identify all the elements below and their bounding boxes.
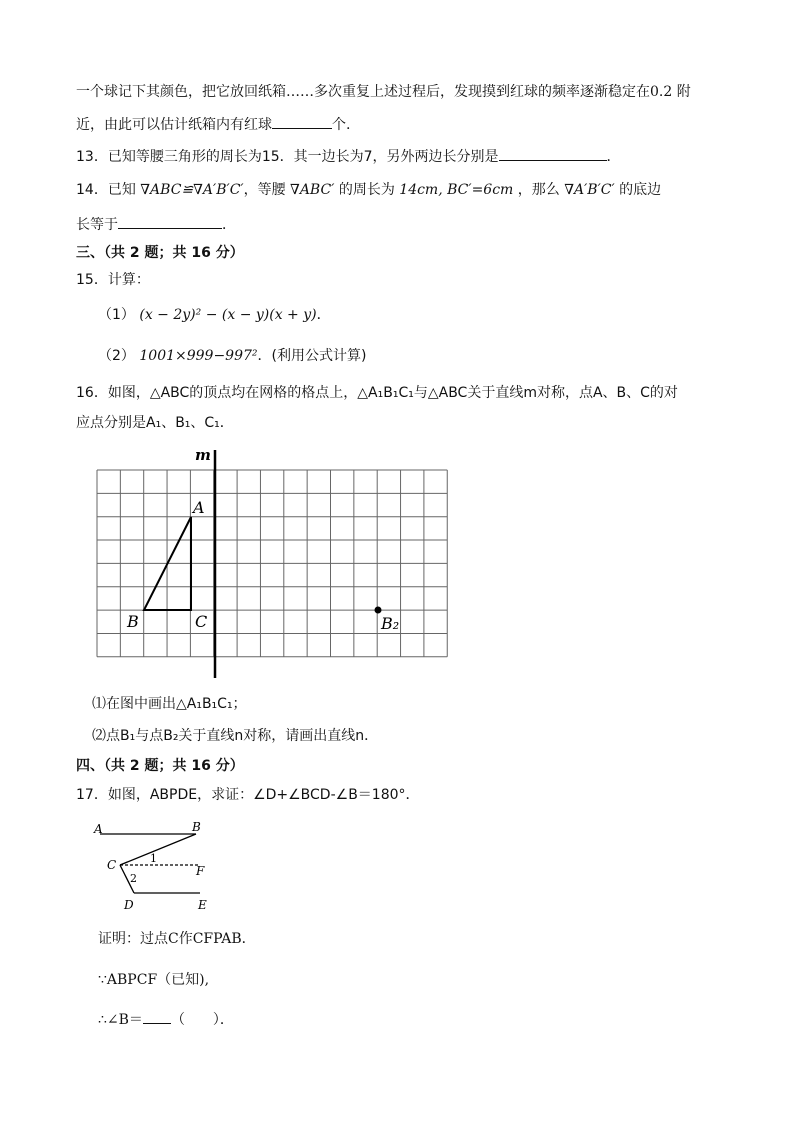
q17-proof-line1: 证明：过点C作CFPAB．	[98, 931, 256, 947]
q15-part2-expression: 1001×999−997²	[139, 348, 258, 364]
q14-line1	[76, 180, 661, 200]
q13-text: 13．已知等腰三角形的周长为15．其一边长为7，另外两边长分别是	[76, 149, 499, 165]
q14-congruence: ∇ABC≌∇A′B′C′	[140, 182, 244, 198]
angle-1-label: 1	[150, 852, 157, 865]
q14-text-c: 的周长为	[338, 182, 395, 198]
q14-text-d: ，那么	[517, 182, 560, 198]
q17-proof-line3-text: ∴∠B＝	[98, 1012, 143, 1028]
label-e: E	[198, 898, 207, 912]
point-b2	[375, 607, 382, 614]
line-bc	[120, 834, 196, 865]
label-b: B	[127, 612, 139, 631]
label-m: m	[195, 446, 211, 464]
q14-text-a: 14．已知	[76, 182, 136, 198]
q17-answer-blank	[143, 1009, 171, 1024]
q12-line2-text: 近，由此可以估计纸箱内有红球	[76, 117, 272, 133]
section-3-heading: 三、（共 2 题；共 16 分）	[76, 245, 244, 261]
label-d: D	[124, 898, 134, 912]
q16-line1: 16．如图，△ABC的顶点均在网格的格点上，△A₁B₁C₁与△ABC关于直线m对称，点A、B、C的对	[76, 385, 678, 401]
q16-sub1: ⑴在图中画出△A₁B₁C₁；	[92, 696, 247, 712]
label-b2: B₂	[381, 614, 400, 633]
label-f: F	[196, 864, 205, 878]
q15-part1	[98, 305, 331, 325]
q15-part2-end: ．(利用公式计算)	[257, 348, 367, 364]
q16-grid-figure	[95, 442, 455, 682]
label-a: A	[94, 822, 103, 836]
q17-figure	[88, 815, 228, 915]
q12-line2	[76, 114, 350, 135]
q15-part1-label: （1）	[98, 307, 135, 323]
q15-part2	[98, 346, 366, 366]
q16-line2: 应点分别是A₁、B₁、C₁．	[76, 415, 234, 431]
q14-perimeter: 14cm,	[399, 182, 443, 198]
q17-proof-line3	[98, 1009, 234, 1030]
q15-title: 15．计算：	[76, 272, 150, 288]
q14-answer-blank	[118, 214, 222, 229]
q13	[76, 146, 621, 167]
q14-triangle: ∇ABC′	[290, 182, 335, 198]
q15-part2-label: （2）	[98, 348, 135, 364]
section-4-heading: 四、（共 2 题；共 16 分）	[76, 758, 244, 774]
q14-text-b: ，等腰	[243, 182, 286, 198]
label-b: B	[192, 820, 201, 834]
q14-line2-text: 长等于	[76, 217, 118, 233]
q15-part1-end: ．	[316, 307, 331, 323]
label-a: A	[193, 498, 205, 517]
q12-answer-blank	[272, 114, 332, 129]
q14-text-e: 的底边	[619, 182, 662, 198]
q17-proof-line2: ∵ABPCF（已知),	[98, 972, 210, 988]
q16-sub2: ⑵点B₁与点B₂关于直线n对称，请画出直线n．	[92, 728, 379, 744]
q14-end: ．	[222, 217, 236, 233]
q14-triangle2: ∇A′B′C′	[564, 182, 615, 198]
label-c: C	[107, 858, 117, 872]
q12-line1: 一个球记下其颜色，把它放回纸箱……多次重复上述过程后，发现摸到红球的频率逐渐稳定在0.2 附	[76, 84, 691, 100]
q13-answer-blank	[499, 146, 607, 161]
q13-end: ．	[606, 149, 621, 165]
q14-bc-length: BC′=6cm	[447, 182, 514, 198]
q12-line2-end: 个.	[332, 117, 351, 133]
q17-title: 17．如图，ABPDE，求证：∠D+∠BCD-∠B＝180°．	[76, 787, 420, 803]
label-c: C	[195, 612, 208, 631]
q14-line2	[76, 214, 236, 235]
q17-reason-blank: （ ）．	[170, 1012, 234, 1028]
q15-part1-expression: (x − 2y)² − (x − y)(x + y)	[139, 307, 317, 323]
angle-2-label: 2	[130, 872, 137, 885]
